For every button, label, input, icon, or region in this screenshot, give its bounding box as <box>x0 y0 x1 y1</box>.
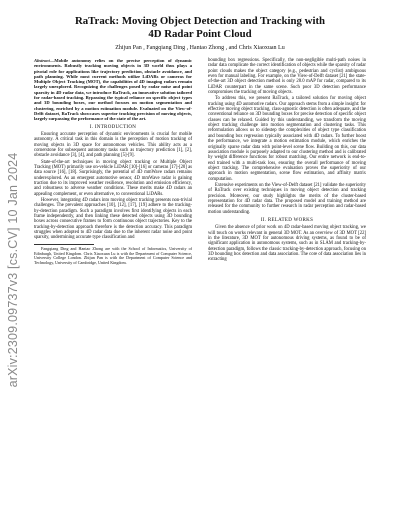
arxiv-identifier-stamp <box>2 120 24 420</box>
section-heading-introduction: I. INTRODUCTION <box>89 124 137 130</box>
intro-paragraph-6: Extensive experiments on the View-of-Delft dataset [21] validate the superiority of RaTrack over existing techniques in moving object detection and tracking precision. Moreover, our study highlights the merits of the cluster-based representation for 4D radar data. The proposed model and training method are released for the community to further research in radar perception and radar-based motion understanding. <box>208 182 366 215</box>
arxiv-id-text: arXiv:2309.09737v3 [cs.CV] 10 Jan 2024 <box>6 152 20 388</box>
title-line-2: 4D Radar Point Cloud <box>148 27 252 40</box>
intro-paragraph-4: bounding box regressions. Specifically, the non-negligible multi-path noises in radar data complicate the correct identification of objects while the sparsity of radar point clouds makes the object category (e.g., pedestrian and cyclist) ambiguous even for manual labeling. For example, on the View-of-Delft dataset [21] the state-of-the-art 3D object detection method is only 28.0 mAP for radar, compared to its LiDAR counterpart in the same scene. Such poor 3D detection performance compromises the tracking of moving objects. <box>208 58 366 96</box>
section-heading-related-works: II. RELATED WORKS <box>260 217 314 223</box>
intro-paragraph-5: To address this, we present RaTrack, a tailored solution for moving object tracking using 4D automotive radars. Our approach stems from a simple insight: for effective moving object tracking, class-agnostic detection is often adequate, and the conventional reliance on 3D bounding boxes for precise detection of specific object classes can be relaxed. Guided by this understanding, we transform the moving object tracking challenge into motion segmentation and clustering tasks. This reformulation allows us to sidestep the complexities of object type classification and bounding box regression typically associated with 4D radars. To further boost the performance, we integrate a motion estimation module, which enriches the originally sparse radar data with point-level scene flow. Building on this, our data association module is purposely adapted to our clustering method and is calibrated by weight difference functions for robust matching. Our entire network is end-to-end trained with a multi-task loss, ensuring the overall performance of moving object tracking. The comprehensive evaluation proves the superiority of our approach in motion segmentation, scene flow estimation, and affinity matrix computation. <box>208 96 366 182</box>
intro-paragraph-2: State-of-the-art techniques in moving object tracking or Multiple Object Tracking (MOT) primarily use on-vehicle LiDAR [10]-[16] or cameras [17]-[20] as data source [16], [18]. Surprisingly, the potential of 4D mmWave radars remains underexplored. As an emergent automotive sensor, 4D mmWave radar is gaining traction due to its improved weather resilience, resolution and emission efficiency, and robustness to adverse weather conditions. These merits make 4D radars an appealing complement, or even alternative, to conventional LiDARs. <box>34 159 192 197</box>
footnote-rule <box>34 244 94 245</box>
left-column <box>34 58 192 267</box>
paper-title <box>30 15 370 40</box>
abstract-lead: Abstract <box>34 58 50 63</box>
affiliation-footnote: Fangqiang Ding and Hantao Zhong are with the School of Informatics, University of Edinburgh, United Kingdom. Chris Xiaoxuan Lu is with the Department of Computer Science, University College London. Zhijun Pan is with the Department of Computer Science and Technology, University of Cambridge, United Kingdom. <box>34 245 192 266</box>
title-line-1: RaTrack: Moving Object Detection and Tracking with <box>74 15 326 27</box>
author-list: Zhijun Pan , Fangqiang Ding , Hantao Zhong , and Chris Xiaoxuan Lu <box>115 45 285 51</box>
intro-paragraph-3: However, integrating 4D radars into moving object tracking presents non-trivial challenges. The prevalent approaches [10], [12], [17], [19] adhere to the tracking-by-detection paradigm. Such a paradigm involves first identifying objects in each frame independently, and then linking these detected objects using 3D bounding boxes across consecutive frames to form continuous object trajectories. Key to the tracking-by-detection approach therefore is the detection accuracy. This paradigm struggles when adopted to 4D radar data due to the inherent radar noise and point sparsity, undermining accurate type classification and <box>34 198 192 241</box>
right-column <box>208 58 366 264</box>
abstract-text: —Mobile autonomy relies on the precise perception of dynamic environments. Robustly tracking moving objects in 3D world thus plays a pivotal role for applications like trajectory prediction, obstacle avoidance, and path planning. While most current methods utilize LiDARs or cameras for Multiple Object Tracking (MOT), the capabilities of 4D imaging radars remain largely unexplored. Recognizing the challenges posed by radar noise and point sparsity in 4D radar data, we introduce RaTrack, an innovative solution tailored for radar-based tracking. Bypassing the typical reliance on specific object types and 3D bounding boxes, our method focuses on motion segmentation and clustering, enriched by a motion estimation module. Evaluated on the View-of-Delft dataset, RaTrack showcases superior tracking precision of moving objects, largely surpassing the performance of the state of the art. <box>34 58 192 122</box>
related-paragraph-1: Given the absence of prior work on 4D radar-based moving object tracking, we will touch on works relevant in general 3D MOT. As an overview of 3D MOT [22] in the literature, 3D MOT for autonomous driving systems, as found to be of significant application in autonomous systems, such as in SLAM and tracking-by-detection paradigm, follows the classic tracking-by-detection approach, focusing on 3D bounding box detection and data association. The core of data association lies in extracting <box>208 225 366 263</box>
intro-paragraph-1: Ensuring accurate perception of dynamic environments is crucial for mobile autonomy. A critical task in this domain is the perception of motion tracking of moving objects in 3D space for autonomous vehicles. This ability acts as a cornerstone for subsequent autonomy tasks such as trajectory prediction [1], [2], obstacle avoidance [3], [4], and path planning [5]-[9]. <box>34 131 192 159</box>
abstract <box>34 58 192 122</box>
